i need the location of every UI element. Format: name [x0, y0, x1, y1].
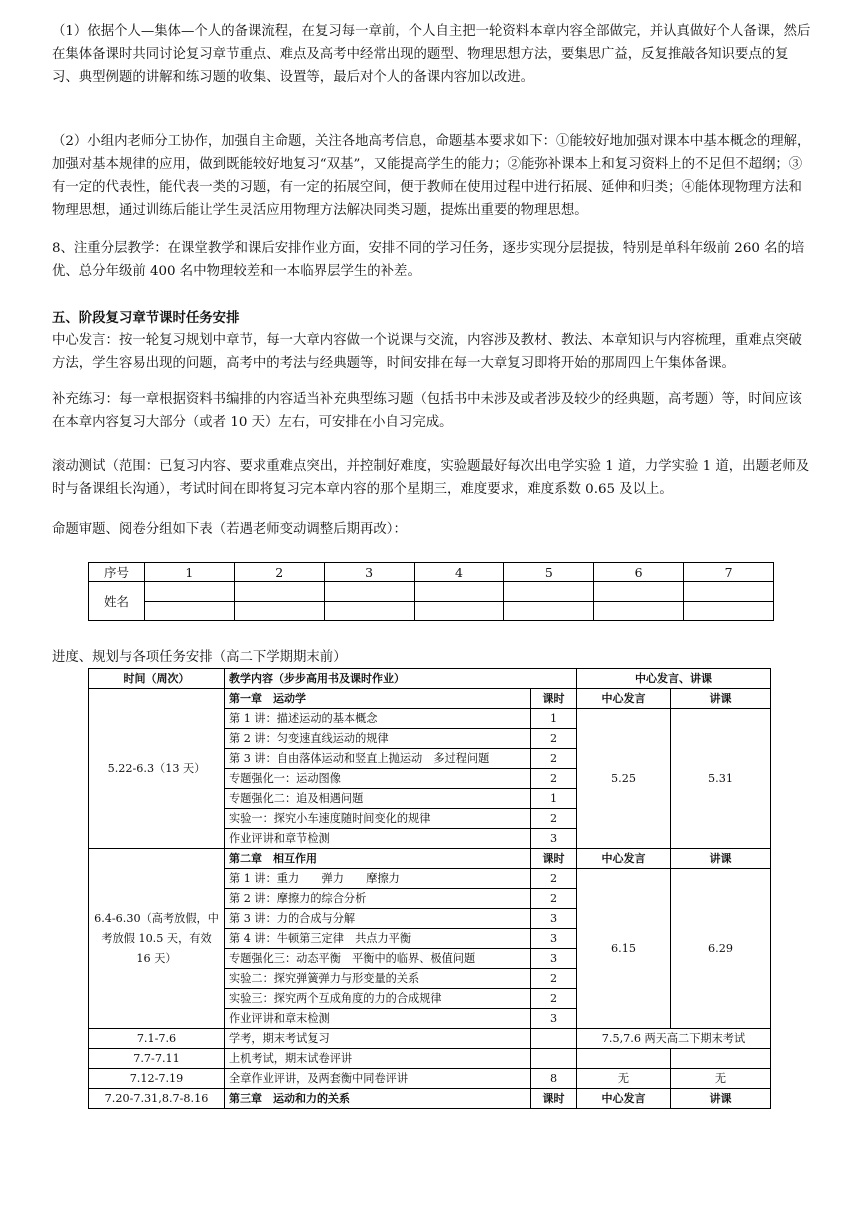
name-cell: [414, 582, 504, 602]
chapter3-title: 第三章 运动和力的关系: [225, 1089, 531, 1109]
table-row: [89, 1029, 771, 1049]
seq-number: 4: [414, 563, 504, 582]
lesson-hours: 2: [531, 749, 577, 769]
paragraph-prep-process: （1）依据个人—集体—个人的备课流程，在复习每一章前，个人自主把一轮资料本章内容全部做完，并认真做好个人备课，然后在集体备课时共同讨论复习章节重点、难点及高考中经常出现的题型、物理思想方法，要集思广益，反复推敲各知识要点的复习、典型例题的讲解和练习题的收集、设置等，最后对个人的备课内容加以改进。: [52, 24, 811, 85]
paragraph-rolling-test: 滚动测试（范围：已复习内容、要求重难点突出，并控制好难度，实验题最好每次出电学实验 1 道，力学实验 1 道，出题老师及时与备课组长沟通），考试时间在即将复习完本章内容的那个星期三，难度要求，难度系数 0.65 及以上。: [52, 459, 810, 497]
chapter2-lecture-date: 6.29: [671, 869, 771, 1029]
table-row: [89, 1049, 771, 1069]
lesson-content: 第 2 讲：摩擦力的综合分析: [225, 889, 531, 909]
seq-number: 7: [684, 563, 774, 582]
row-note: 7.5,7.6 两天高二下期末考试: [577, 1029, 771, 1049]
row-lecture: 无: [671, 1069, 771, 1089]
lesson-hours: 1: [531, 789, 577, 809]
lesson-hours: 3: [531, 909, 577, 929]
lesson-content: 专题强化一：运动图像: [225, 769, 531, 789]
speech-header: 中心发言: [577, 849, 671, 869]
lesson-content: 专题强化二：追及相遇问题: [225, 789, 531, 809]
paragraph-plan-intro: 进度、规划与各项任务安排（高二下学期期末前）: [52, 650, 347, 665]
paragraph-division-of-work: （2）小组内老师分工协作，加强自主命题，关注各地高考信息，命题基本要求如下：①能较好地加强对课本中基本概念的理解，加强对基本规律的应用，做到既能较好地复习“双基”，又能提高学生的能力；②能弥补课本上和复习资料上的不足但不超纲；③有一定的代表性，能代表一类的习题，有一定的拓展空间，便于教师在使用过程中进行拓展、延伸和归类；④能体现物理方法和物理思想，通过训练后能让学生灵活应用物理方法解决同类习题，提炼出重要的物理思想。: [52, 134, 811, 218]
name-cell: [414, 601, 504, 621]
lesson-content: 作业评讲和章末检测: [225, 1009, 531, 1029]
header-content: 教学内容（步步高用书及课时作业）: [225, 669, 577, 689]
row-hours: 8: [531, 1069, 577, 1089]
chapter1-speech-date: 5.25: [577, 709, 671, 849]
lesson-content: 第 3 讲：自由落体运动和竖直上抛运动 多过程问题: [225, 749, 531, 769]
chapter1-time: 5.22-6.3（13 天）: [89, 689, 225, 849]
staff-grouping-table: [88, 562, 774, 621]
lesson-content: 实验三：探究两个互成角度的力的合成规律: [225, 989, 531, 1009]
lesson-hours: 2: [531, 729, 577, 749]
table-row: [89, 601, 774, 621]
seq-label: 序号: [89, 563, 145, 582]
seq-number: 5: [504, 563, 594, 582]
lesson-content: 实验一：探究小车速度随时间变化的规律: [225, 809, 531, 829]
chapter2-title: 第二章 相互作用: [225, 849, 531, 869]
paragraph-grouping-intro: 命题审题、阅卷分组如下表（若遇老师变动调整后期再改）：: [52, 522, 407, 537]
row-content: 上机考试，期末试卷评讲: [225, 1049, 531, 1069]
lesson-content: 专题强化三：动态平衡 平衡中的临界、极值问题: [225, 949, 531, 969]
lesson-content: 作业评讲和章节检测: [225, 829, 531, 849]
hours-header: 课时: [531, 1089, 577, 1109]
lecture-header: 讲课: [671, 689, 771, 709]
lesson-hours: 2: [531, 809, 577, 829]
lecture-header: 讲课: [671, 849, 771, 869]
name-cell: [234, 601, 324, 621]
table-row: [89, 1089, 771, 1109]
name-cell: [684, 601, 774, 621]
lesson-hours: 3: [531, 929, 577, 949]
lesson-hours: 3: [531, 949, 577, 969]
name-cell: [324, 601, 414, 621]
lesson-content: 第 3 讲：力的合成与分解: [225, 909, 531, 929]
lesson-content: 第 1 讲：重力 弹力 摩擦力: [225, 869, 531, 889]
paragraph-extra-practice: 补充练习：每一章根据资料书编排的内容适当补充典型练习题（包括书中未涉及或者涉及较少的经典题，高考题）等，时间应该在本章内容复习大部分（或者 10 天）左右，可安排在小自习完成。: [52, 392, 802, 430]
name-cell: [324, 582, 414, 602]
lecture-header: 讲课: [671, 1089, 771, 1109]
seq-number: 2: [234, 563, 324, 582]
chapter3-time: 7.20-7.31,8.7-8.16: [89, 1089, 225, 1109]
chapter2-speech-date: 6.15: [577, 869, 671, 1029]
row-content: 学考，期末考试复习: [225, 1029, 531, 1049]
speech-header: 中心发言: [577, 1089, 671, 1109]
paragraph-center-speech: 中心发言：按一轮复习规划中章节，每一大章内容做一个说课与交流，内容涉及教材、教法、本章知识与内容梳理，重难点突破方法，学生容易出现的问题，高考中的考法与经典题等，时间安排在每一大章复习即将开始的那周四上午集体备课。: [52, 333, 802, 371]
table-row: [89, 669, 771, 689]
row-time: 7.1-7.6: [89, 1029, 225, 1049]
seq-number: 3: [324, 563, 414, 582]
row-time: 7.12-7.19: [89, 1069, 225, 1089]
lesson-hours: 1: [531, 709, 577, 729]
row-time: 7.7-7.11: [89, 1049, 225, 1069]
row-speech: [577, 1049, 671, 1069]
lesson-content: 第 1 讲：描述运动的基本概念: [225, 709, 531, 729]
table-row: [89, 563, 774, 582]
lesson-hours: 2: [531, 969, 577, 989]
lesson-hours: 3: [531, 1009, 577, 1029]
seq-number: 1: [144, 563, 234, 582]
speech-header: 中心发言: [577, 689, 671, 709]
paragraph-layered-teaching: 8、注重分层教学：在课堂教学和课后安排作业方面，安排不同的学习任务，逐步实现分层提拔，特别是单科年级前 260 名的培优、总分年级前 400 名中物理较差和一本临界层学生的补差。: [52, 241, 805, 279]
header-time: 时间（周次）: [89, 669, 225, 689]
name-label: 姓名: [89, 582, 145, 621]
name-cell: [594, 582, 684, 602]
lesson-content: 第 2 讲：匀变速直线运动的规律: [225, 729, 531, 749]
chapter1-title: 第一章 运动学: [225, 689, 531, 709]
row-hours: [531, 1029, 577, 1049]
lesson-hours: 3: [531, 829, 577, 849]
hours-header: 课时: [531, 849, 577, 869]
lesson-content: 第 4 讲：牛顿第三定律 共点力平衡: [225, 929, 531, 949]
name-cell: [684, 582, 774, 602]
header-center: 中心发言、讲课: [577, 669, 771, 689]
row-lecture: [671, 1049, 771, 1069]
table-row: [89, 849, 771, 869]
lesson-hours: 2: [531, 769, 577, 789]
chapter1-lecture-date: 5.31: [671, 709, 771, 849]
lesson-hours: 2: [531, 889, 577, 909]
name-cell: [144, 582, 234, 602]
row-speech: 无: [577, 1069, 671, 1089]
schedule-table: [88, 668, 771, 1109]
name-cell: [144, 601, 234, 621]
hours-header: 课时: [531, 689, 577, 709]
name-cell: [594, 601, 684, 621]
lesson-hours: 2: [531, 989, 577, 1009]
table-row: [89, 689, 771, 709]
row-hours: [531, 1049, 577, 1069]
name-cell: [504, 601, 594, 621]
row-content: 全章作业评讲，及两套衡中同卷评讲: [225, 1069, 531, 1089]
name-cell: [504, 582, 594, 602]
lesson-content: 实验二：探究弹簧弹力与形变量的关系: [225, 969, 531, 989]
name-cell: [234, 582, 324, 602]
section-heading-5: 五、阶段复习章节课时任务安排: [52, 311, 240, 326]
table-row: [89, 582, 774, 602]
lesson-hours: 2: [531, 869, 577, 889]
table-row: [89, 1069, 771, 1089]
seq-number: 6: [594, 563, 684, 582]
chapter2-time: 6.4-6.30（高考放假，中考放假 10.5 天，有效 16 天）: [89, 849, 225, 1029]
